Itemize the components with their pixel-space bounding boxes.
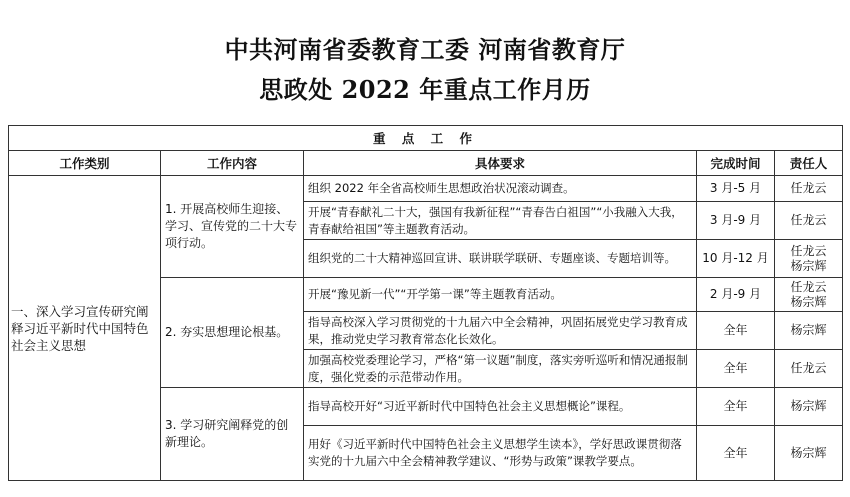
requirement-cell: 指导高校深入学习贯彻党的十九届六中全会精神，巩固拓展党史学习教育成果，推动党史学习教育常态化长效化。	[304, 312, 697, 350]
title-line-1: 中共河南省委教育工委 河南省教育厅	[224, 35, 626, 64]
person-cell	[775, 278, 843, 312]
content-cell: 1. 开展高校师生迎接、学习、宣传党的二十大专项行动。	[161, 176, 304, 278]
time-cell: 全年	[697, 350, 775, 388]
col-header-content: 工作内容	[161, 151, 304, 176]
person-name: 任龙云	[790, 181, 827, 195]
requirement-cell: 开展“豫见新一代”“开学第一课”等主题教育活动。	[304, 278, 697, 312]
col-header-requirement: 具体要求	[304, 151, 697, 176]
content-cell: 2. 夯实思想理论根基。	[161, 278, 304, 388]
person-name: 任龙云	[790, 279, 827, 294]
col-header-category: 工作类别	[9, 151, 161, 176]
time-cell: 全年	[697, 312, 775, 350]
col-header-time: 完成时间	[697, 151, 775, 176]
time-cell: 全年	[697, 426, 775, 481]
time-cell: 3 月-5 月	[697, 176, 775, 202]
person-cell	[775, 240, 843, 278]
requirement-cell: 指导高校开好“习近平新时代中国特色社会主义思想概论”课程。	[304, 388, 697, 426]
content-cell: 3. 学习研究阐释党的创新理论。	[161, 388, 304, 481]
person-cell	[775, 350, 843, 388]
person-name: 杨宗辉	[790, 323, 827, 337]
table-row	[9, 176, 843, 202]
person-name: 任龙云	[790, 361, 827, 375]
person-name: 任龙云	[790, 213, 827, 227]
requirement-cell: 开展“青春献礼二十大，强国有我新征程”“青春告白祖国”“小我融入大我，青春献给祖国”等主题教育活动。	[304, 202, 697, 240]
requirement-cell: 组织党的二十大精神巡回宣讲、联讲联学联研、专题座谈、专题培训等。	[304, 240, 697, 278]
person-name: 杨宗辉	[790, 294, 827, 309]
time-cell: 10 月-12 月	[697, 240, 775, 278]
header-row	[9, 151, 843, 176]
requirement-cell: 组织 2022 年全省高校师生思想政治状况滚动调查。	[304, 176, 697, 202]
work-calendar-table	[8, 125, 843, 481]
col-header-person: 责任人	[775, 151, 843, 176]
person-name: 任龙云	[790, 243, 827, 258]
person-cell	[775, 388, 843, 426]
time-cell: 3 月-9 月	[697, 202, 775, 240]
person-cell	[775, 312, 843, 350]
person-cell	[775, 426, 843, 481]
category-cell: 一、深入学习宣传研究阐释习近平新时代中国特色社会主义思想	[9, 176, 161, 481]
title-line-2: 思政处 2022 年重点工作月历	[259, 75, 591, 104]
requirement-cell: 用好《习近平新时代中国特色社会主义思想学生读本》，学好思政课贯彻落实党的十九届六中全会精神教学建议、“形势与政策”课教学要点。	[304, 426, 697, 481]
person-name: 杨宗辉	[790, 258, 827, 273]
time-cell: 2 月-9 月	[697, 278, 775, 312]
requirement-cell: 加强高校党委理论学习，严格“第一议题”制度，落实旁听巡听和情况通报制度，强化党委的示范带动作用。	[304, 350, 697, 388]
person-name: 杨宗辉	[790, 445, 827, 460]
banner-row	[9, 126, 843, 151]
person-cell	[775, 202, 843, 240]
person-name: 杨宗辉	[790, 399, 827, 413]
person-cell	[775, 176, 843, 202]
table-banner: 重 点 工 作	[9, 126, 843, 151]
time-cell: 全年	[697, 388, 775, 426]
